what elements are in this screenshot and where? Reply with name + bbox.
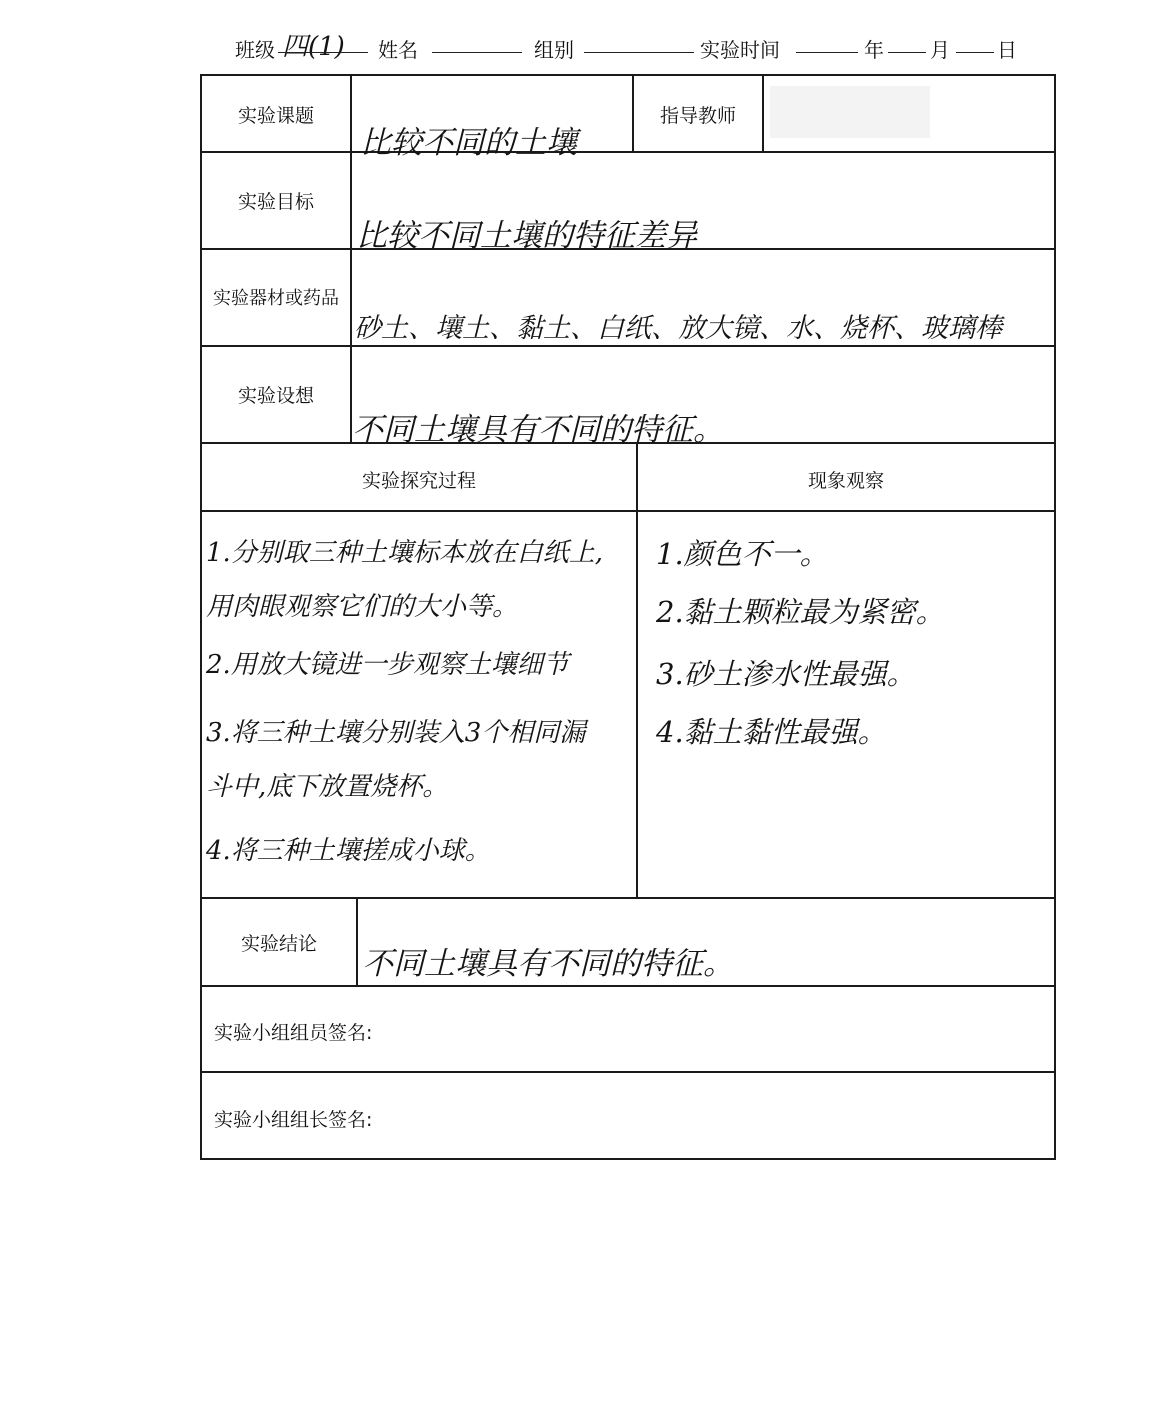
goal-label: 实验目标 [237, 191, 314, 213]
month-blank [888, 52, 926, 53]
form-header [0, 30, 1170, 64]
observation-item: 2.黏土颗粒最为紧密。 [656, 595, 945, 629]
row-divider [200, 345, 1056, 347]
conclusion-divider [356, 897, 358, 987]
day-blank [956, 52, 994, 53]
process-step: 2.用放大镜进一步观察土壤细节 [206, 650, 569, 680]
group-label: 组别 [534, 38, 574, 62]
teacher-value-redacted [770, 86, 930, 138]
topic-label: 实验课题 [237, 105, 314, 127]
observation-label: 现象观察 [807, 470, 884, 492]
day-label: 日 [997, 38, 1017, 62]
class-blank [278, 52, 368, 53]
name-label: 姓名 [378, 38, 418, 62]
hypothesis-value: 不同土壤具有不同的特征。 [352, 412, 724, 448]
label-column-divider [350, 74, 352, 444]
topic-value: 比较不同的土壤 [360, 125, 577, 161]
frame-top [200, 74, 1056, 76]
members-signature-label: 实验小组组员签名: [214, 1022, 373, 1044]
teacher-label: 指导教师 [659, 105, 736, 127]
group-blank [584, 52, 694, 53]
year-blank [796, 52, 858, 53]
process-step: 斗中,底下放置烧杯。 [206, 772, 449, 802]
class-label: 班级 [235, 38, 275, 62]
observation-item: 3.砂土渗水性最强。 [656, 657, 916, 691]
teacher-divider [762, 74, 764, 153]
hypothesis-label: 实验设想 [237, 385, 314, 407]
year-label: 年 [864, 38, 884, 62]
goal-value: 比较不同土壤的特征差异 [356, 218, 697, 254]
process-step: 用肉眼观察它们的大小等。 [206, 592, 519, 622]
row-divider [200, 897, 1056, 899]
process-step: 3.将三种土壤分别装入3个相同漏 [206, 718, 586, 748]
frame-bottom [200, 1158, 1056, 1160]
process-step: 1.分别取三种土壤标本放在白纸上, [206, 538, 604, 568]
frame-left [200, 74, 202, 1160]
row-divider [200, 510, 1056, 512]
row-divider [200, 985, 1056, 987]
class-value: 四(1) [282, 32, 345, 62]
observation-item: 4.黏土黏性最强。 [656, 715, 887, 749]
process-divider [636, 442, 638, 899]
process-step: 4.将三种土壤搓成小球。 [206, 836, 491, 866]
observation-item: 1.颜色不一。 [656, 537, 829, 571]
name-blank [432, 52, 522, 53]
process-label: 实验探究过程 [361, 470, 476, 492]
conclusion-value: 不同土壤具有不同的特征。 [362, 946, 734, 982]
month-label: 月 [930, 38, 950, 62]
materials-value: 砂土、壤土、黏土、白纸、放大镜、水、烧杯、玻璃棒 [354, 313, 1002, 344]
row-divider [200, 151, 1056, 153]
frame-right [1054, 74, 1056, 1160]
leader-signature-label: 实验小组组长签名: [214, 1109, 373, 1131]
row-divider [200, 1071, 1056, 1073]
conclusion-label: 实验结论 [240, 933, 317, 955]
time-label: 实验时间 [700, 38, 780, 62]
materials-label: 实验器材或药品 [213, 288, 339, 309]
